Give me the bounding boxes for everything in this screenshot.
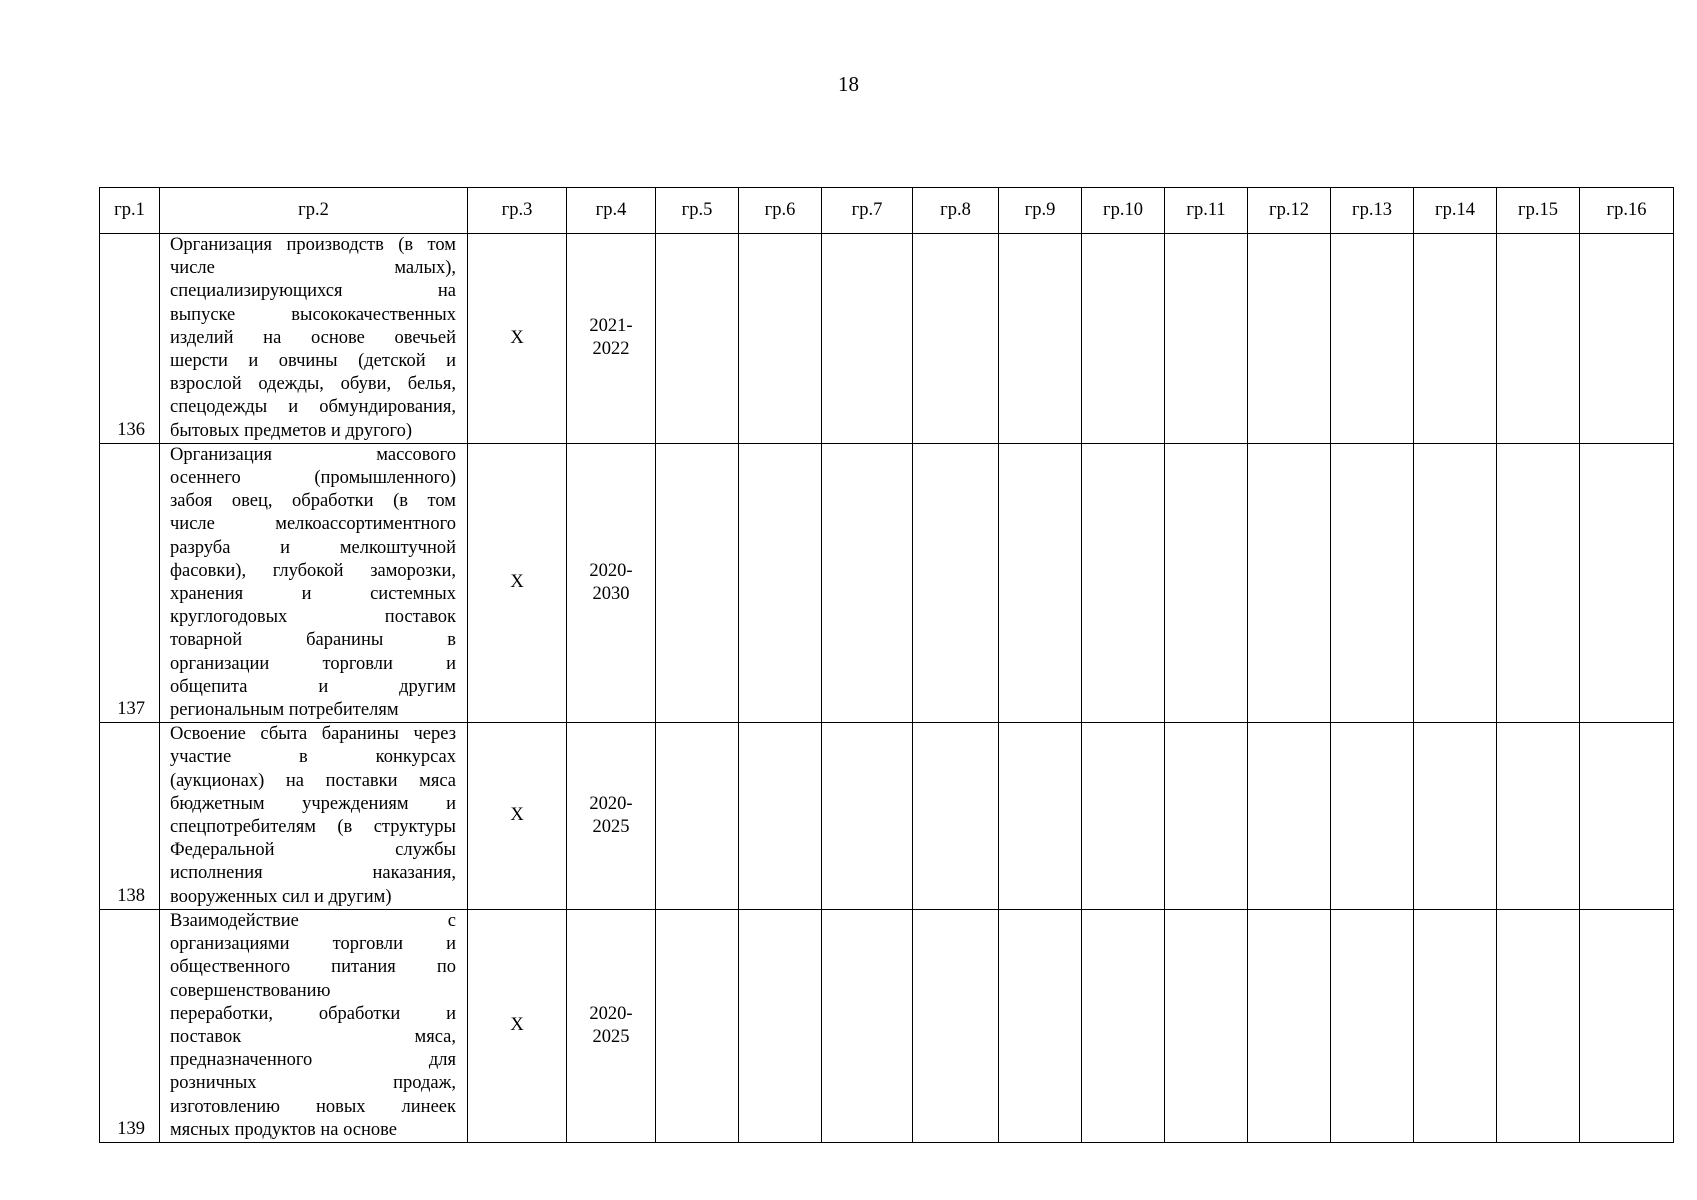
table-row	[100, 234, 1674, 444]
empty-cell	[913, 723, 999, 910]
empty-cell	[822, 234, 913, 444]
empty-cell	[656, 909, 739, 1142]
table-row	[100, 723, 1674, 910]
empty-cell	[822, 723, 913, 910]
table-row	[100, 909, 1674, 1142]
empty-cell	[913, 909, 999, 1142]
empty-cell	[913, 234, 999, 444]
page-number: 18	[838, 72, 859, 96]
row-mark: Х	[468, 443, 567, 722]
description-line: числе малых),	[170, 258, 456, 279]
description-line: хранения и системных	[170, 584, 456, 605]
empty-cell	[1580, 443, 1674, 722]
description-line: забоя овец, обработки (в том	[170, 491, 456, 512]
empty-cell	[1082, 234, 1165, 444]
table-row	[100, 443, 1674, 722]
description-line: выпуске высококачественных	[170, 304, 456, 325]
header-cell: гр.11	[1165, 188, 1248, 234]
empty-cell	[999, 723, 1082, 910]
row-period	[567, 443, 656, 722]
empty-cell	[1165, 443, 1248, 722]
empty-cell	[1165, 723, 1248, 910]
empty-cell	[1497, 234, 1580, 444]
row-mark: Х	[468, 909, 567, 1142]
empty-cell	[1414, 443, 1497, 722]
description-line: шерсти и овчины (детской и	[170, 351, 456, 372]
empty-cell	[913, 443, 999, 722]
description-line: круглогодовых поставок	[170, 607, 456, 628]
empty-cell	[1580, 909, 1674, 1142]
description-line: розничных продаж,	[170, 1073, 456, 1094]
description-line: региональным потребителям	[170, 700, 399, 721]
period-start: 2020-	[589, 793, 633, 814]
description-line: спецпотребителям (в структуры	[170, 817, 456, 838]
empty-cell	[1414, 723, 1497, 910]
description-line: Организация производств (в том	[170, 235, 456, 255]
empty-cell	[1331, 443, 1414, 722]
empty-cell	[739, 234, 822, 444]
description-line: бытовых предметов и другого)	[170, 420, 412, 441]
header-cell: гр.12	[1248, 188, 1331, 234]
description-line: (аукционах) на поставки мяса	[170, 770, 456, 791]
description-line: участие в конкурсах	[170, 747, 456, 768]
empty-cell	[1248, 443, 1331, 722]
description-line: мясных продуктов на основе	[170, 1119, 398, 1140]
description-line: осеннего (промышленного)	[170, 468, 456, 489]
header-cell: гр.5	[656, 188, 739, 234]
header-cell: гр.14	[1414, 188, 1497, 234]
description-line: Организация массового	[170, 444, 456, 465]
empty-cell	[1082, 909, 1165, 1142]
empty-cell	[1331, 723, 1414, 910]
description-line: числе мелкоассортиментного	[170, 514, 456, 535]
empty-cell	[1497, 443, 1580, 722]
description-line: изготовлению новых линеек	[170, 1096, 456, 1117]
description-line: организациями торговли и	[170, 934, 456, 955]
description-line: исполнения наказания,	[170, 863, 456, 884]
header-cell: гр.10	[1082, 188, 1165, 234]
description-line: изделий на основе овечьей	[170, 327, 456, 348]
description-line: поставок мяса,	[170, 1026, 456, 1047]
period-end: 2030	[592, 584, 630, 605]
plan-table	[99, 187, 1674, 1143]
row-period	[567, 723, 656, 910]
empty-cell	[1580, 234, 1674, 444]
empty-cell	[999, 234, 1082, 444]
empty-cell	[656, 443, 739, 722]
description-line: Освоение сбыта баранины через	[170, 724, 456, 745]
empty-cell	[1165, 234, 1248, 444]
empty-cell	[739, 723, 822, 910]
period-start: 2020-	[589, 1003, 633, 1024]
header-cell: гр.4	[567, 188, 656, 234]
empty-cell	[1497, 909, 1580, 1142]
row-description	[160, 443, 468, 722]
description-line: фасовки), глубокой заморозки,	[170, 560, 456, 581]
table-header-row	[100, 188, 1674, 234]
row-number: 136	[100, 234, 160, 444]
header-cell: гр.16	[1580, 188, 1674, 234]
header-cell: гр.6	[739, 188, 822, 234]
description-line: Взаимодействие с	[170, 910, 456, 931]
description-line: общественного питания по	[170, 957, 456, 978]
row-period	[567, 234, 656, 444]
row-description	[160, 234, 468, 444]
row-number: 137	[100, 443, 160, 722]
header-cell: гр.3	[468, 188, 567, 234]
description-line: вооруженных сил и другим)	[170, 886, 392, 907]
row-number: 139	[100, 909, 160, 1142]
empty-cell	[1082, 443, 1165, 722]
description-line: организации торговли и	[170, 653, 456, 674]
row-mark: Х	[468, 723, 567, 910]
period-end: 2022	[592, 339, 630, 360]
description-line: совершенствованию	[170, 980, 331, 1001]
empty-cell	[822, 909, 913, 1142]
period-start: 2020-	[589, 560, 633, 581]
header-cell: гр.15	[1497, 188, 1580, 234]
description-line: взрослой одежды, обуви, белья,	[170, 374, 456, 395]
empty-cell	[1414, 909, 1497, 1142]
description-line: переработки, обработки и	[170, 1003, 456, 1024]
empty-cell	[999, 909, 1082, 1142]
header-cell: гр.13	[1331, 188, 1414, 234]
empty-cell	[739, 909, 822, 1142]
row-period	[567, 909, 656, 1142]
empty-cell	[822, 443, 913, 722]
description-line: спецодежды и обмундирования,	[170, 397, 456, 418]
empty-cell	[1165, 909, 1248, 1142]
period-start: 2021-	[589, 316, 633, 337]
empty-cell	[1248, 234, 1331, 444]
header-cell: гр.9	[999, 188, 1082, 234]
row-description	[160, 909, 468, 1142]
row-mark: Х	[468, 234, 567, 444]
description-line: товарной баранины в	[170, 630, 456, 651]
description-line: общепита и другим	[170, 676, 456, 697]
empty-cell	[999, 443, 1082, 722]
description-line: бюджетным учреждениям и	[170, 793, 456, 814]
period-end: 2025	[592, 1026, 630, 1047]
empty-cell	[1497, 723, 1580, 910]
header-cell: гр.7	[822, 188, 913, 234]
empty-cell	[1248, 909, 1331, 1142]
empty-cell	[1414, 234, 1497, 444]
empty-cell	[656, 234, 739, 444]
header-cell: гр.8	[913, 188, 999, 234]
description-line: предназначенного для	[170, 1050, 456, 1071]
description-line: специализирующихся на	[170, 281, 456, 302]
row-description	[160, 723, 468, 910]
header-cell: гр.2	[160, 188, 468, 234]
empty-cell	[1248, 723, 1331, 910]
empty-cell	[1580, 723, 1674, 910]
empty-cell	[739, 443, 822, 722]
description-line: Федеральной службы	[170, 840, 456, 861]
row-number: 138	[100, 723, 160, 910]
period-end: 2025	[592, 817, 630, 838]
empty-cell	[1331, 234, 1414, 444]
header-cell: гр.1	[100, 188, 160, 234]
empty-cell	[656, 723, 739, 910]
empty-cell	[1331, 909, 1414, 1142]
empty-cell	[1082, 723, 1165, 910]
description-line: разруба и мелкоштучной	[170, 537, 456, 558]
